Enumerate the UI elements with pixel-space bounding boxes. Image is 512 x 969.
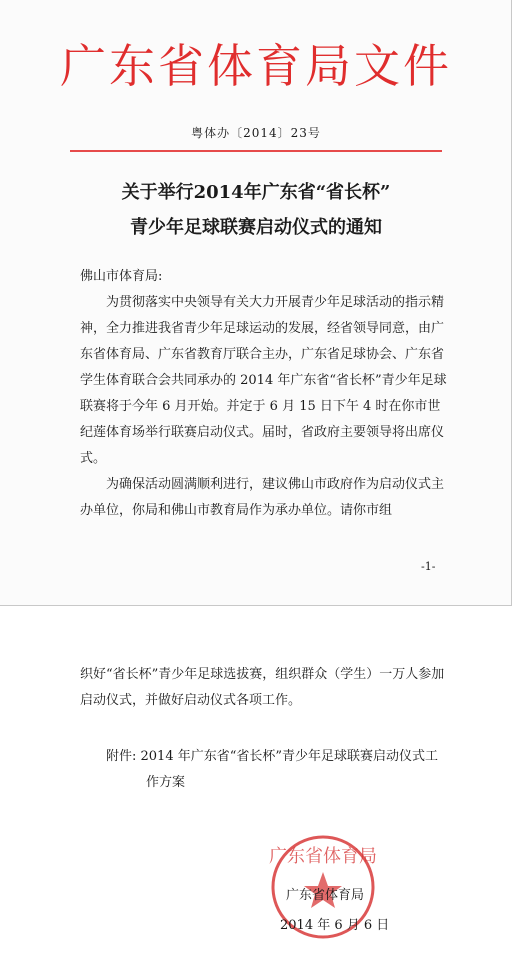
body-paragraph-2: 为确保活动圆满顺利进行，建议佛山市政府作为启动仪式主办单位，你局和佛山市教育局作为承办单位。请你市组 [80, 477, 445, 518]
body-paragraph-1: 为贯彻落实中央领导有关大力开展青少年足球活动的指示精神，全力推进我省青少年足球运动的发展，经省领导同意，由广东省体育局、广东省教育厅联合主办，广东省足球协会、广东省学生体育联合会共同承办的 2014 年广东省“省长杯”青少年足球联赛将于今年 6 月开始。并定于 6 月 15 日下午 4 时在你市世纪莲体育场举行联赛启动仪式。届时，省政府主要领导将出席仪式。 [80, 295, 447, 466]
seal-text: 广东省体育局 [269, 846, 377, 867]
addressee: 佛山市体育局: [80, 269, 163, 284]
notice-title-line-1: 关于举行2014年广东省“省长杯” [121, 182, 391, 203]
header-red-rule [70, 150, 442, 152]
issuer-name: 广东省体育局 [286, 888, 365, 903]
attachment-note: 附件: 2014 年广东省“省长杯”青少年足球联赛启动仪式工作方案 [106, 749, 439, 790]
agency-header-title: 广东省体育局文件 [60, 39, 452, 93]
document-number: 粤体办〔2014〕23号 [191, 126, 321, 140]
page-number: -1- [421, 560, 436, 573]
issue-date: 2014 年 6 月 6 日 [280, 918, 390, 933]
notice-title-line-2: 青少年足球联赛启动仪式的通知 [130, 217, 382, 238]
body-paragraph-2-continued: 织好“省长杯”青少年足球选拔赛，组织群众（学生）一万人参加启动仪式，并做好启动仪式各项工作。 [80, 667, 445, 708]
